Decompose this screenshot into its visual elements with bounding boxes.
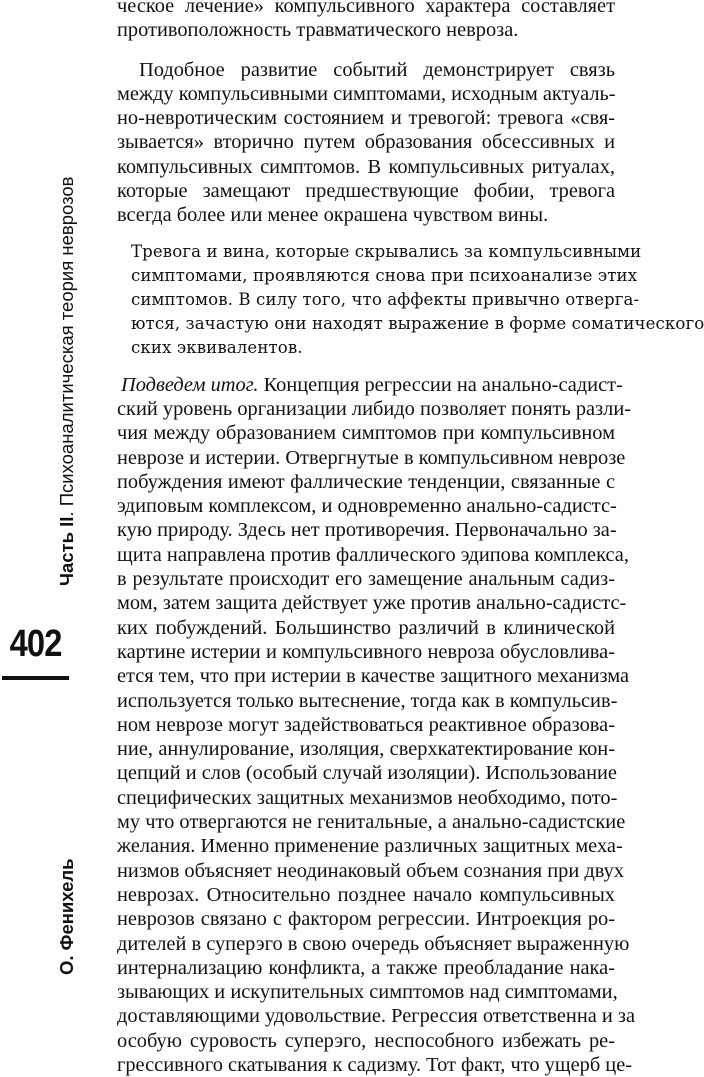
text-line: неврозе и истерии. Отвергнутые в компульсивном неврозе bbox=[117, 446, 626, 469]
text-line: грессивного скатывания к садизму. Тот факт, что ущерб це- bbox=[117, 1054, 633, 1076]
text-line: но-невротическим состоянием и тревогой: тревога «свя- bbox=[117, 107, 615, 130]
text-line: интернализацию конфликта, а также преобладание нака- bbox=[117, 956, 615, 979]
text-line: цепций и слов (особый случай изоляции). Использование bbox=[117, 762, 617, 785]
text-line: ских эквивалентов. bbox=[131, 338, 303, 358]
summary-lead-in: Подведем итог. bbox=[121, 373, 259, 396]
text-line: неврозах. Относительно позднее начало компульсивных bbox=[117, 883, 615, 906]
paragraph bbox=[117, 58, 615, 228]
text-line: низмов объясняет неодинаковый объем сознания при двух bbox=[117, 859, 625, 882]
text-line-rest: Концепция регрессии на анально-садист- bbox=[258, 373, 623, 396]
paragraph-continued bbox=[117, 0, 615, 43]
text-line: неврозов связано с фактором регрессии. Интроекция ро- bbox=[117, 908, 615, 931]
text-line: ется тем, что при истерии в качестве защитного механизма bbox=[117, 665, 630, 688]
running-title-part: Часть II bbox=[56, 516, 77, 586]
text-line: побуждения имеют фаллические тенденции, связанные с bbox=[117, 470, 615, 493]
text-line: используется только вытеснение, тогда как в компульсив- bbox=[117, 689, 618, 712]
text-line: картине истерии и компульсивного невроза обусловлива- bbox=[117, 640, 615, 663]
running-title-text: . Психоаналитическая теория неврозов bbox=[56, 176, 77, 517]
text-line: специфических защитных механизмов необходимо, пото- bbox=[117, 786, 618, 809]
text-line: зывается» вторично путем образования обсессивных и bbox=[117, 131, 615, 154]
text-line: всегда более или менее окрашена чувством вины. bbox=[117, 204, 549, 227]
text-line: эдиповым комплексом, и одновременно анально-садистс- bbox=[117, 495, 617, 518]
text-line: ние, аннулирование, изоляция, сверхкатектирование кон- bbox=[117, 738, 615, 761]
text-line: противоположность травматического невроза. bbox=[117, 19, 519, 42]
text-line: зывающих и искупительных симптомов над симптомами, bbox=[117, 981, 618, 1004]
small-print-paragraph bbox=[117, 240, 704, 361]
text-line: Подобное развитие событий демонстрирует связь bbox=[139, 58, 615, 81]
text-line: которые замещают предшествующие фобии, тревога bbox=[117, 180, 615, 203]
page-number: 402 bbox=[2, 612, 69, 680]
paragraph-summary bbox=[117, 373, 636, 1077]
text-line: доставляющими удовольствие. Регрессия ответственна и за bbox=[117, 1005, 636, 1028]
text-line: му что отвергаются не генитальные, а анально-садистские bbox=[117, 811, 626, 834]
text-line: компульсивных симптомов. В компульсивных ритуалах, bbox=[117, 155, 615, 178]
text-line: ном неврозе могут задействоваться реактивное образова- bbox=[117, 713, 615, 736]
text-line: ческое лечение» компульсивного характера составляет bbox=[117, 0, 615, 17]
text-line: симптомами, проявляются снова при психоанализе этих bbox=[131, 265, 638, 285]
margin-running-head bbox=[0, 0, 104, 992]
text-line: ский уровень организации либидо позволяет понять разли- bbox=[117, 397, 632, 420]
text-line: желания. Именно применение различных защитных меха- bbox=[117, 835, 623, 858]
text-line: особую суровость суперэго, неспособного избежать ре- bbox=[117, 1029, 615, 1052]
text-line: мом, затем защита действует уже против анально-садистс- bbox=[117, 592, 627, 615]
text-line: кую природу. Здесь нет противоречия. Первоначально за- bbox=[117, 519, 617, 542]
body-text bbox=[117, 0, 704, 1077]
text-line: в результате происходит его замещение анальным садиз- bbox=[117, 568, 615, 591]
text-line: ются, зачастую они находят выражение в форме соматического bbox=[131, 314, 704, 334]
text-line: ких побуждений. Большинство различий в клинической bbox=[117, 616, 615, 639]
text-line: Тревога и вина, которые скрывались за компульсивными bbox=[131, 241, 642, 261]
text-line: дителей в суперэго в свою очередь объясняет выраженную bbox=[117, 932, 630, 955]
text-line bbox=[117, 373, 623, 397]
text-line: чия между образованием симптомов при компульсивном bbox=[117, 422, 615, 445]
text-line: симптомов. В силу того, что аффекты привычно отверга- bbox=[131, 290, 640, 310]
text-line: между компульсивными симптомами, исходным актуаль- bbox=[117, 82, 616, 105]
running-title bbox=[56, 176, 78, 586]
text-line: щита направлена против фаллического эдипова комплекса, bbox=[117, 543, 629, 566]
running-author: О. Фенихель bbox=[56, 858, 77, 975]
